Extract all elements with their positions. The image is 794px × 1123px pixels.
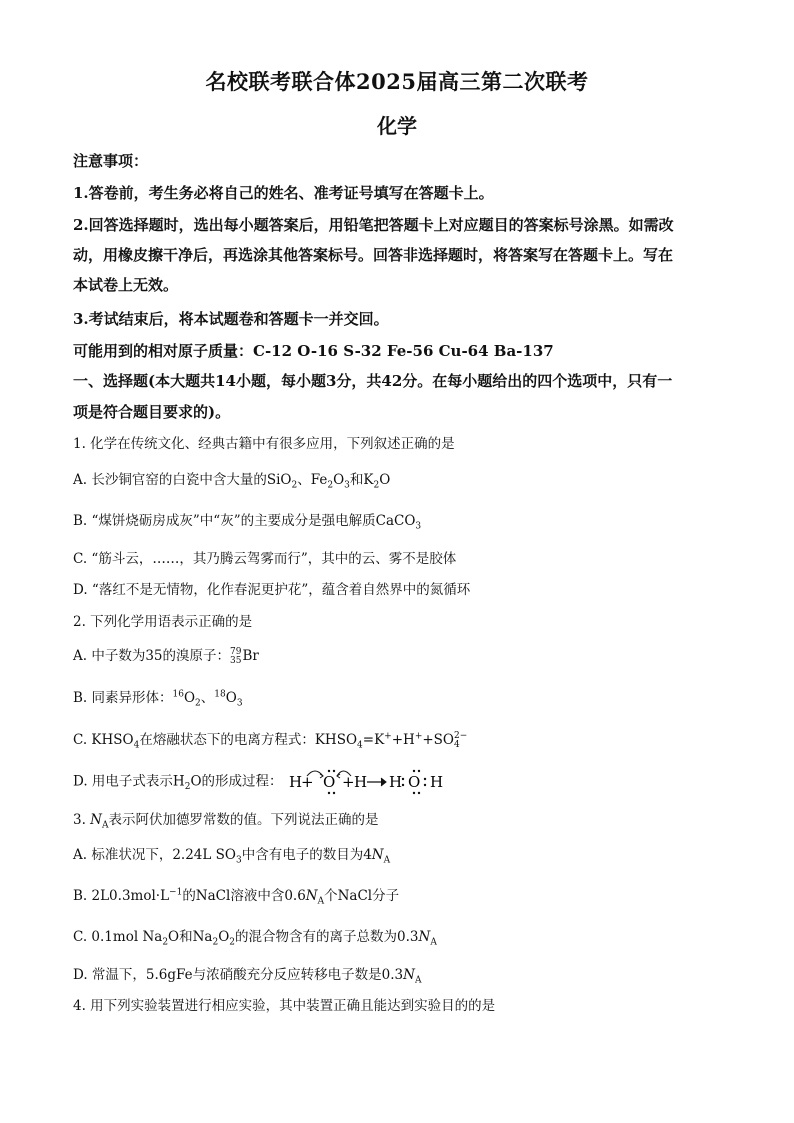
o-electron-top-1 — [328, 770, 330, 772]
question-2-option-a: A. 中子数为35的溴原子：79 35Br — [73, 646, 259, 666]
o-electron-bottom-2 — [333, 792, 335, 794]
o-electron-top-2 — [333, 770, 335, 772]
question-1-stem: 1. 化学在传统文化、经典古籍中有很多应用，下列叙述正确的是 — [73, 436, 455, 452]
section-heading: 一、选择题(本大题共14小题，每小题3分，共42分。在每小题给出的四个选项中，只有一 — [73, 372, 673, 390]
product-h-left: H — [388, 773, 402, 791]
question-2-stem: 2. 下列化学用语表示正确的是 — [73, 614, 253, 630]
atomic-mass-line: 可能用到的相对原子质量：C-12 O-16 S-32 Fe-56 Cu-64 Ba-137 — [73, 342, 554, 360]
electron-dot-h2: + — [341, 773, 355, 791]
product-h-right: H — [429, 773, 443, 791]
notice-item-2-cont: 动，用橡皮擦干净后，再选涂其他答案标号。回答非选择题时，将答案写在答题卡上。写在 — [73, 246, 674, 264]
h-atom-right: H — [353, 773, 367, 791]
notice-item-2: 2.回答选择题时，选出每小题答案后，用铅笔把答题卡上对应题目的答案标号涂黑。如需改 — [73, 216, 674, 234]
question-3-option-b: B. $2L0.3mol\cdot L^{-1}$的NaCl溶液中含$0.6N_A$个NaCl分子 — [73, 887, 400, 907]
question-3-option-a: A. 标准状况下，2.24L $SO_3$中含有电子的数目为$4N_A$ — [73, 847, 391, 866]
question-3-option-c: C. 0.1mol $Na_2O$和$Na_2O_2$的混合物含有的离子总数为$0.3N_A$ — [73, 929, 437, 948]
notice-heading: 注意事项： — [73, 152, 149, 170]
product-o: O — [407, 773, 421, 791]
h-atom-left: H — [288, 773, 302, 791]
notice-item-3: 3.考试结束后，将本试题卷和答题卡一并交回。 — [73, 310, 389, 328]
question-3-option-d: D. 常温下，5.6gFe与浓硝酸充分反应转移电子数是$0.3N_A$ — [73, 967, 422, 986]
o-electron-bottom-1 — [328, 792, 330, 794]
question-3-stem: 3. $N_A$表示阿伏加德罗常数的值。下列说法正确的是 — [73, 812, 379, 831]
question-1-option-b: B. “煤饼烧砺房成灰”中“灰”的主要成分是强电解质CaCO$_3$ — [73, 513, 422, 532]
o-atom: O — [322, 773, 336, 791]
exam-title: 名校联考联合体2025届高三第二次联考 — [205, 69, 589, 94]
question-1-option-d: D. “落红不是无情物，化作春泥更护花”，蕴含着自然界中的氮循环 — [73, 582, 471, 598]
subject-title: 化学 — [377, 114, 417, 138]
notice-item-1: 1.答卷前，考生务必将自己的姓名、准考证号填写在答题卡上。 — [73, 184, 494, 202]
question-1-option-c: C. “筋斗云，……，其乃腾云驾雾而行”，其中的云、雾不是胶体 — [73, 551, 457, 567]
electron-formula-diagram — [287, 768, 487, 796]
question-1-option-a: A. 长沙铜官窑的白瓷中含大量的SiO$_2$、$Fe_2O_3$和$K_2O$ — [73, 472, 391, 491]
question-2-option-d: D. 用电子式表示$H_2O$的形成过程： H + O + H H O H — [73, 768, 487, 796]
question-2-option-b: B. 同素异形体：$^{16}O_2$、$^{18}O_3$ — [73, 689, 243, 709]
question-2-option-c: C. $KHSO_4$在熔融状态下的电离方程式：$KHSO_4=K^++H^++SO2-$ 4 — [73, 730, 468, 751]
electron-dot-h1: + — [300, 773, 314, 791]
notice-item-2-end: 本试卷上无效。 — [73, 276, 179, 294]
question-4-stem: 4. 用下列实验装置进行相应实验，其中装置正确且能达到实验目的的是 — [73, 998, 496, 1014]
section-heading-cont: 项是符合题目要求的)。 — [73, 403, 231, 421]
isotope-notation: 79 35 — [230, 646, 242, 666]
